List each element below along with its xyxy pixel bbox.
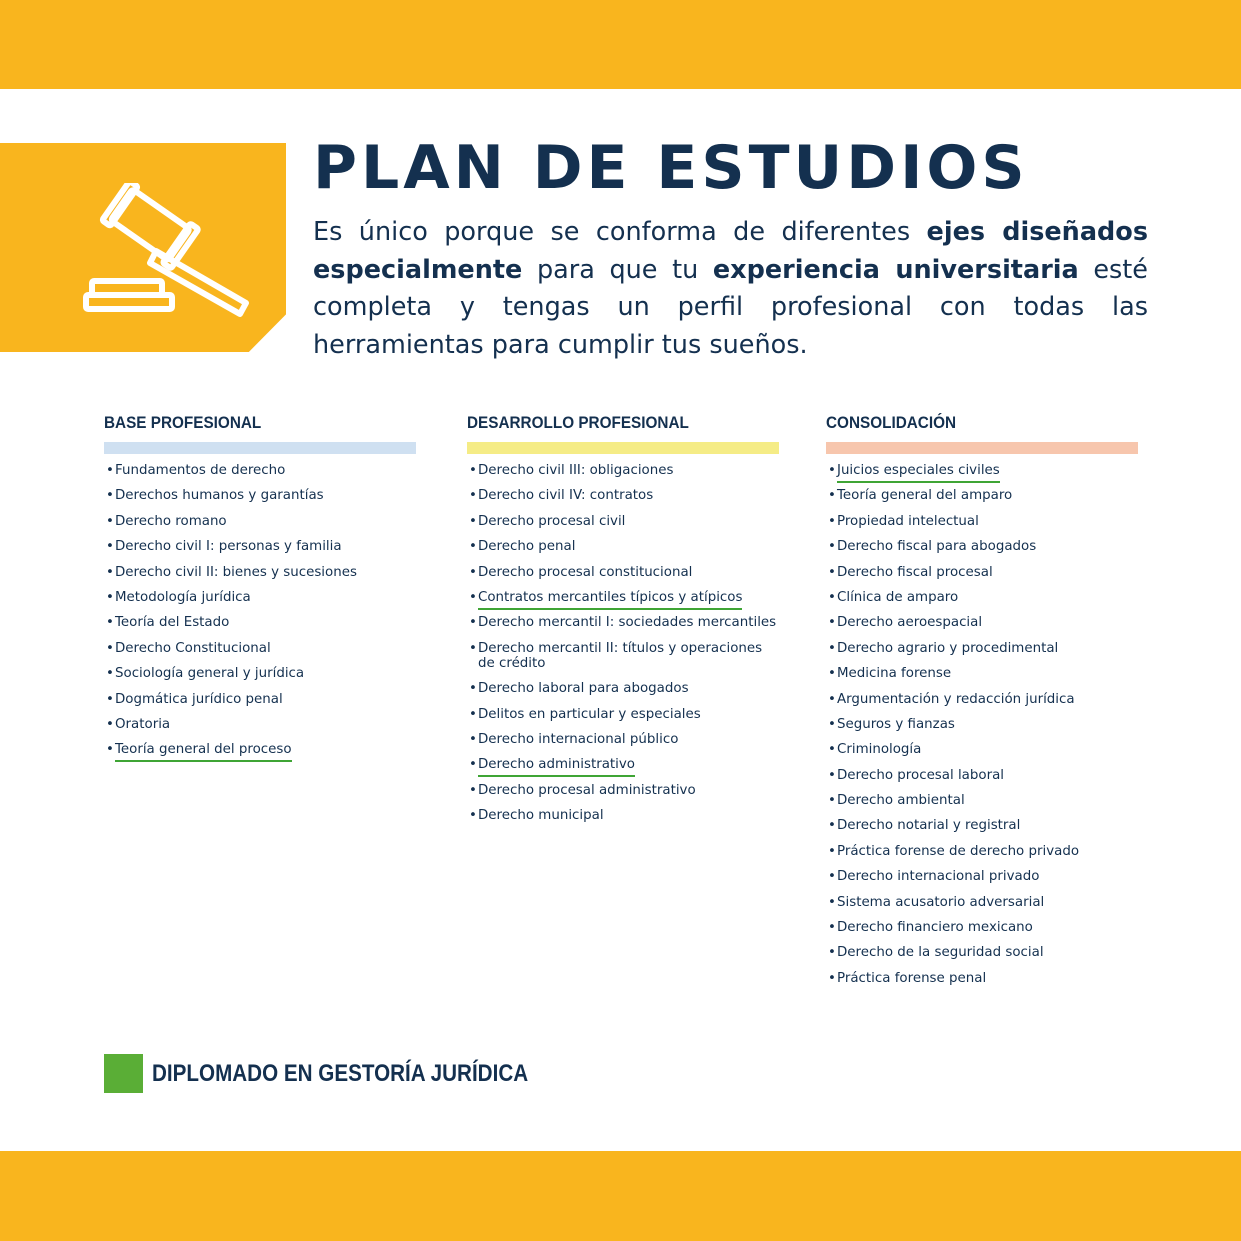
column-color-bar — [467, 442, 779, 454]
diploma-section — [104, 1054, 589, 1093]
subject-item — [826, 565, 1138, 580]
subject-label: Derecho civil II: bienes y sucesiones — [115, 564, 357, 580]
subject-item — [467, 488, 779, 503]
subject-item — [826, 920, 1138, 935]
subject-label: Teoría del Estado — [115, 615, 230, 631]
subject-item — [467, 641, 779, 671]
subject-item — [104, 615, 416, 630]
subject-label: Criminología — [837, 742, 922, 758]
subject-label: Derecho mercantil II: títulos y operaciones de crédito — [478, 640, 763, 671]
subject-item — [826, 514, 1138, 529]
subject-item — [104, 539, 416, 554]
subject-label: Derecho civil III: obligaciones — [478, 463, 674, 478]
subject-label: Clínica de amparo — [837, 589, 959, 605]
page-title: PLAN DE ESTUDIOS — [313, 133, 1029, 203]
subject-item — [467, 565, 779, 580]
subject-label: Dogmática jurídico penal — [115, 691, 283, 707]
column-color-bar — [104, 442, 416, 454]
top-yellow-band — [0, 0, 1241, 89]
subject-label: Práctica forense de derecho privado — [837, 843, 1080, 859]
subject-label: Sociología general y jurídica — [115, 666, 305, 682]
subject-label: Derecho de la seguridad social — [837, 945, 1044, 961]
subject-label: Delitos en particular y especiales — [478, 706, 701, 722]
subject-item — [467, 539, 779, 554]
subject-label: Derecho laboral para abogados — [478, 681, 689, 697]
subject-label: Derecho procesal civil — [478, 513, 626, 529]
subject-item — [104, 565, 416, 580]
subject-item — [467, 808, 779, 823]
subject-label: Derecho fiscal para abogados — [837, 539, 1037, 555]
subject-label: Derecho Constitucional — [115, 640, 271, 656]
gavel-icon — [78, 183, 258, 323]
subject-label: Fundamentos de derecho — [115, 463, 286, 478]
bottom-yellow-band — [0, 1151, 1241, 1241]
subject-label: Derecho civil I: personas y familia — [115, 539, 342, 555]
subject-item — [467, 757, 779, 772]
subject-label: Sistema acusatorio adversarial — [837, 894, 1045, 910]
subject-item — [826, 869, 1138, 884]
subject-label: Teoría general del proceso — [115, 742, 292, 762]
subject-item — [826, 666, 1138, 681]
subject-label: Seguros y fianzas — [837, 716, 955, 732]
subject-label: Derecho fiscal procesal — [837, 564, 993, 580]
subject-item — [826, 742, 1138, 757]
subject-label: Derecho penal — [478, 539, 576, 555]
subject-label: Derecho internacional público — [478, 731, 679, 747]
subject-label: Derecho internacional privado — [837, 869, 1040, 885]
subject-item — [104, 590, 416, 605]
subject-label: Medicina forense — [837, 666, 952, 682]
subject-label: Derecho procesal administrativo — [478, 782, 696, 798]
subject-list — [826, 463, 1138, 986]
column-base-profesional — [104, 413, 416, 768]
subject-item — [467, 707, 779, 722]
subject-item — [467, 732, 779, 747]
subject-item — [467, 783, 779, 798]
subject-item — [467, 514, 779, 529]
subject-label: Derecho notarial y registral — [837, 818, 1021, 834]
intro-paragraph: Es único porque se conforma de diferentes ejes diseñados especialmente para que tu experiencia universitaria esté completa y tengas un perfil profesional con todas las herramientas para cumplir tus sueños. — [313, 217, 1148, 360]
subject-label: Derecho civil IV: contratos — [478, 488, 654, 504]
diploma-square-icon — [104, 1054, 143, 1093]
subject-label: Derecho administrativo — [478, 757, 635, 777]
subject-label: Derecho agrario y procedimental — [837, 640, 1059, 656]
subject-label: Argumentación y redacción jurídica — [837, 691, 1075, 707]
subject-item — [104, 742, 416, 757]
subject-item — [826, 945, 1138, 960]
subject-label: Oratoria — [115, 716, 171, 732]
subject-item — [826, 717, 1138, 732]
subject-item — [826, 615, 1138, 630]
subject-label: Derecho mercantil I: sociedades mercantiles — [478, 615, 777, 631]
subject-label: Metodología jurídica — [115, 589, 251, 605]
subject-item — [467, 681, 779, 696]
subject-label: Derechos humanos y garantías — [115, 488, 324, 504]
subject-list — [467, 463, 779, 823]
subject-item — [826, 590, 1138, 605]
subject-item — [104, 717, 416, 732]
subject-item — [104, 514, 416, 529]
subject-item — [826, 768, 1138, 783]
column-consolidacion — [826, 413, 1138, 996]
subject-label: Teoría general del amparo — [837, 488, 1013, 504]
subject-item — [826, 844, 1138, 859]
subject-label: Propiedad intelectual — [837, 513, 979, 529]
subject-label: Juicios especiales civiles — [837, 463, 1000, 483]
gavel-icon-panel — [0, 143, 286, 352]
subject-label: Derecho procesal laboral — [837, 767, 1005, 783]
subject-item — [104, 641, 416, 656]
subject-item — [104, 692, 416, 707]
subject-item — [467, 615, 779, 630]
subject-item — [826, 641, 1138, 656]
subject-item — [467, 590, 779, 605]
diploma-label: DIPLOMADO EN GESTORÍA JURÍDICA — [152, 1059, 529, 1087]
subject-label: Derecho financiero mexicano — [837, 920, 1033, 936]
column-heading: BASE PROFESIONAL — [104, 413, 262, 432]
subject-label: Derecho ambiental — [837, 793, 965, 809]
subject-label: Derecho aeroespacial — [837, 615, 983, 631]
column-heading: CONSOLIDACIÓN — [826, 413, 957, 432]
subject-item — [826, 818, 1138, 833]
subject-label: Práctica forense penal — [837, 970, 987, 986]
subject-list — [104, 463, 416, 757]
subject-item — [826, 971, 1138, 986]
column-heading: DESARROLLO PROFESIONAL — [467, 413, 689, 432]
subject-item — [826, 692, 1138, 707]
subject-label: Derecho municipal — [478, 808, 604, 824]
subject-item — [826, 539, 1138, 554]
column-desarrollo-profesional — [467, 413, 779, 833]
column-color-bar — [826, 442, 1138, 454]
subject-label: Derecho procesal constitucional — [478, 564, 693, 580]
subject-item — [104, 488, 416, 503]
subject-item — [826, 463, 1138, 478]
subject-label: Contratos mercantiles típicos y atípicos — [478, 590, 742, 610]
subject-item — [467, 463, 779, 478]
subject-item — [826, 793, 1138, 808]
subject-item — [826, 488, 1138, 503]
subject-item — [104, 666, 416, 681]
subject-label: Derecho romano — [115, 513, 227, 529]
subject-item — [104, 463, 416, 478]
subject-item — [826, 895, 1138, 910]
